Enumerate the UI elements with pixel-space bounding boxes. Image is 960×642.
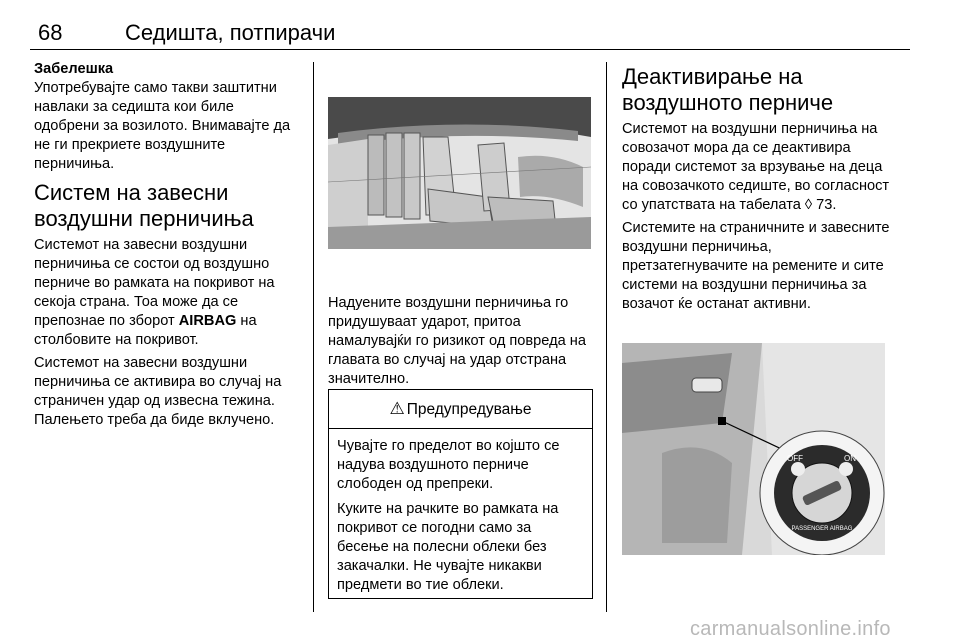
car-interior-image: [328, 97, 591, 249]
warning-triangle-icon: ⚠: [389, 399, 405, 418]
section-heading-curtain-airbag: Систем на завесни воздушни перничиња: [34, 180, 254, 231]
column-divider-1: [313, 62, 314, 612]
switch-label-on: ON: [844, 454, 856, 463]
note-heading: Забелешка: [34, 61, 114, 77]
page-reference: ◊ 73: [804, 197, 833, 213]
column-left: [34, 60, 302, 434]
header-rule: [30, 49, 910, 50]
note-text: Употребувајте само такви заштитни навлаки за седишта кои биле одобрени за возилото. Внимавајте да не ги прекриете воздушните перничиња.: [34, 80, 291, 172]
warning-body: [329, 429, 592, 595]
warning-paragraph-2: Куките на рачките во рамката на покривот се погодни само за бесење на полесни облеки без закачалки. Не чувајте никакви предмети во тие облеки.: [337, 501, 559, 593]
airbag-switch-image: [622, 343, 885, 555]
switch-label-passenger-airbag: PASSENGER AIRBAG: [791, 526, 853, 532]
deactivation-paragraph-1: Системот на воздушни перничиња на совозачот мора да се деактивира поради системот за врзување на деца на совозачкото седиште, во согласност со упатствата на табелата ◊ 73.: [622, 121, 890, 213]
page-title: Седишта, потпирачи: [125, 20, 336, 45]
curtain-airbag-paragraph-2: Системот на завесни воздушни перничиња се активира во случај на страничен удар од извесна тежина. Палењето треба да биде вклучено.: [34, 355, 282, 428]
curtain-airbag-paragraph-1: Системот на завесни воздушни перничиња се состои од воздушно перниче во рамката на покривот на секоја страна. Тоа може да се препознае по зборот AIRBAG на столбовите на покривот.: [34, 237, 275, 348]
warning-box: [328, 389, 593, 599]
warning-paragraph-1: Чувајте го пределот во којшто се надува воздушното перниче слободен од препреки.: [337, 438, 560, 492]
deactivation-paragraph-2: Системите на страничните и завесните воздушни перничиња, претзатегнувачите на ремените и сите системи на воздушни перничиња за возачот ќе останат активни.: [622, 220, 890, 312]
image-caption: Надуените воздушни перничиња го придушуваат ударот, притоа намалувајќи го ризикот од повреда на главата во случај на удар отстрана значително.: [328, 295, 586, 387]
page-number: 68: [38, 20, 63, 45]
column-right: [622, 60, 892, 318]
column-divider-2: [606, 62, 607, 612]
airbag-word: AIRBAG: [178, 313, 237, 329]
section-heading-deactivation: Деактивирање на воздушното перниче: [622, 64, 834, 115]
warning-header: [329, 390, 592, 429]
page-header: [30, 12, 932, 52]
switch-label-off: OFF: [787, 454, 803, 463]
warning-title: Предупредување: [406, 401, 532, 418]
watermark: carmanualsonline.info: [690, 618, 891, 640]
